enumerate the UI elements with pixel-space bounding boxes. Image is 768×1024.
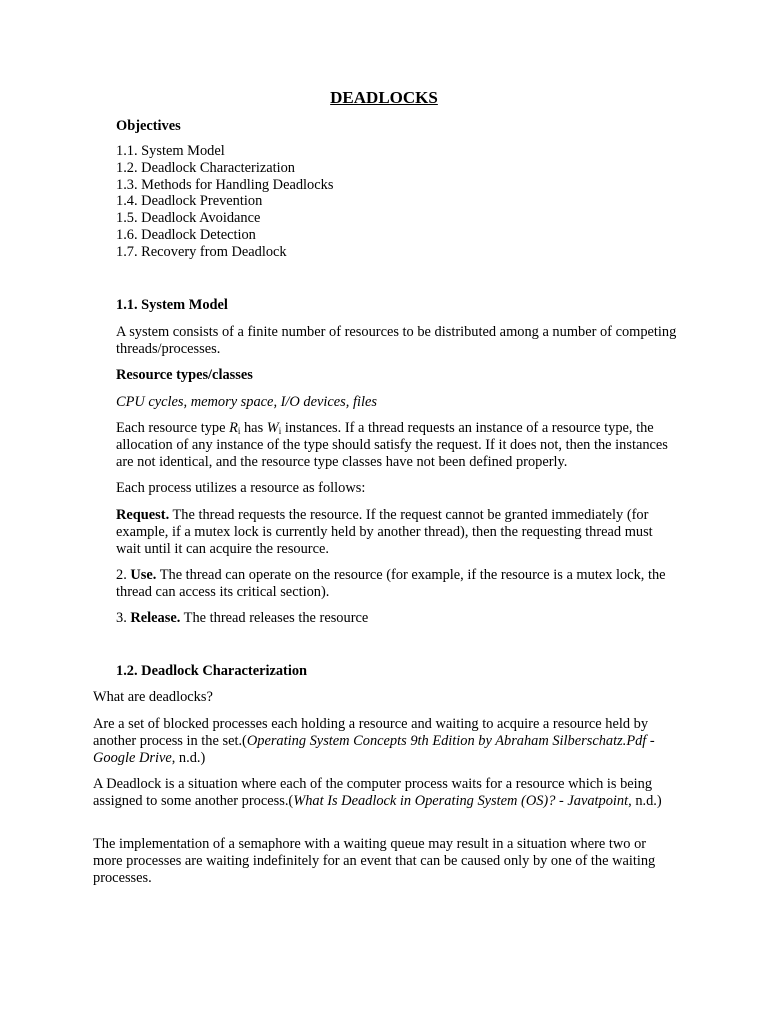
objective-item: 1.1. System Model xyxy=(116,143,225,159)
objectives-list xyxy=(116,143,678,261)
step-number: 2. xyxy=(116,567,131,583)
deadlock-definition-2 xyxy=(93,776,678,810)
has-word: has xyxy=(240,420,267,436)
step-request xyxy=(116,507,678,557)
deadlock-question: What are deadlocks? xyxy=(93,689,213,705)
step-text: The thread requests the resource. If the request cannot be granted immediately (for example, if a mutex lock is currently held by another thread), then the requesting thread must wait until it can acquire the resource. xyxy=(116,507,653,557)
definition-text: Are a set of blocked processes each holding a resource and waiting to acquire a resource held by another process in the set.( xyxy=(93,716,649,749)
step-label: Use. xyxy=(130,567,157,583)
utilization-intro: Each process utilizes a resource as follows: xyxy=(116,480,366,496)
page-title: DEADLOCKS xyxy=(330,88,438,107)
step-use xyxy=(116,567,678,601)
objective-item: 1.6. Deadlock Detection xyxy=(116,226,256,243)
objectives-heading: Objectives xyxy=(116,118,181,134)
objective-item: 1.2. Deadlock Characterization xyxy=(116,159,296,176)
objective-item: 1.4. Deadlock Prevention xyxy=(116,193,263,210)
objective-item: 1.3. Methods for Handling Deadlocks xyxy=(116,176,334,193)
w-symbol: W xyxy=(266,420,279,436)
citation-end: , n.d.) xyxy=(171,749,206,766)
resource-type-paragraph xyxy=(116,420,678,470)
citation: What Is Deadlock in Operating System (OS)? - Javatpoint xyxy=(293,792,629,809)
step-label: Request. xyxy=(116,507,170,523)
step-release xyxy=(116,610,678,627)
step-text: The thread releases the resource xyxy=(180,610,369,626)
step-text: The thread can operate on the resource (for example, if the resource is a mutex lock, the thread can access its critical section). xyxy=(116,567,666,600)
objective-item: 1.5. Deadlock Avoidance xyxy=(116,210,261,227)
w-subscript: i xyxy=(278,426,282,436)
step-label: Release. xyxy=(130,610,181,626)
objective-item: 1.7. Recovery from Deadlock xyxy=(116,243,287,260)
semaphore-paragraph: The implementation of a semaphore with a waiting queue may result in a situation where two or more processes are waiting indefinitely for an event that can be caused only by one of the waiting processes. xyxy=(93,836,656,886)
resource-types-heading: Resource types/classes xyxy=(116,367,253,383)
para-rest: instances. If a thread requests an instance of a resource type, the allocation of any instance of the type should satisfy the request. If it does not, then the instances are not identical, and the resource type classes have not been defined properly. xyxy=(116,420,668,470)
section-heading-system-model: 1.1. System Model xyxy=(116,297,228,313)
r-symbol: R xyxy=(229,420,238,436)
resource-examples: CPU cycles, memory space, I/O devices, files xyxy=(116,394,377,410)
definition-text: A Deadlock is a situation where each of the computer process waits for a resource which is being assigned to some another process.( xyxy=(93,776,653,809)
r-subscript: i xyxy=(237,426,241,436)
section-heading-deadlock-characterization: 1.2. Deadlock Characterization xyxy=(116,663,308,679)
citation-end: , n.d.) xyxy=(628,792,662,809)
step-number: 3. xyxy=(116,610,131,626)
para-prefix: Each resource type xyxy=(116,420,230,436)
deadlock-definition-1 xyxy=(93,716,678,766)
citation: Operating System Concepts 9th Edition by Abraham Silberschatz.Pdf - Google Drive xyxy=(93,732,655,766)
system-model-intro: A system consists of a finite number of resources to be distributed among a number of competing threads/processes. xyxy=(116,324,677,357)
